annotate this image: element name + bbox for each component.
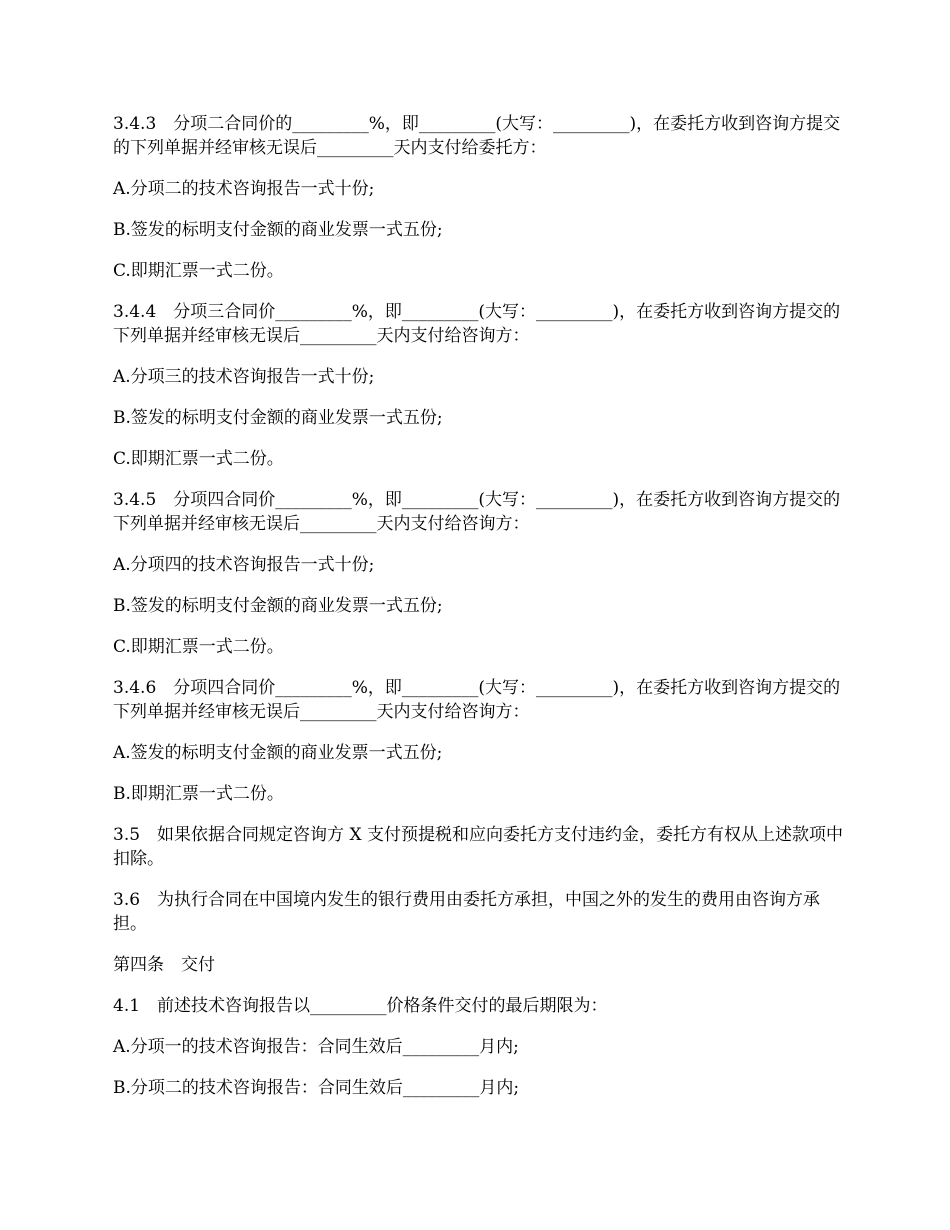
clause-3-4-6: 3.4.6 分项四合同价_________%，即_________(大写：_________)，在委托方收到咨询方提交的下列单据并经审核无误后_________天内支付给咨询方： [113, 678, 841, 722]
article-heading: 第四条 交付 [113, 955, 215, 975]
clause-3-4-3: 3.4.3 分项二合同价的_________%，即_________(大写：_________)，在委托方收到咨询方提交的下列单据并经审核无误后_________天内支付给委托方： [113, 114, 841, 158]
clause-3-4-5: 3.4.5 分项四合同价_________%，即_________(大写：_________)，在委托方收到咨询方提交的下列单据并经审核无误后_________天内支付给咨询方： [113, 490, 841, 534]
clause-3-4-4: 3.4.4 分项三合同价_________%，即_________(大写：_________)，在委托方收到咨询方提交的下列单据并经审核无误后_________天内支付给咨询方： [113, 302, 841, 346]
list-item: B.即期汇票一式二份。 [113, 784, 284, 804]
list-item: C.即期汇票一式二份。 [113, 261, 284, 281]
list-item: B.签发的标明支付金额的商业发票一式五份; [113, 408, 443, 428]
list-item: C.即期汇票一式二份。 [113, 637, 284, 657]
list-item: A.分项二的技术咨询报告一式十份; [113, 179, 375, 199]
clause-3-5: 3.5 如果依据合同规定咨询方 X 支付预提税和应向委托方支付违约金，委托方有权从上述款项中扣除。 [113, 825, 843, 869]
clause-4-1: 4.1 前述技术咨询报告以_________价格条件交付的最后期限为： [113, 996, 608, 1016]
list-item: A.签发的标明支付金额的商业发票一式五份; [113, 743, 443, 763]
list-item: A.分项四的技术咨询报告一式十份; [113, 555, 375, 575]
list-item: A.分项一的技术咨询报告：合同生效后_________月内; [113, 1037, 519, 1057]
list-item: C.即期汇票一式二份。 [113, 449, 284, 469]
list-item: B.签发的标明支付金额的商业发票一式五份; [113, 596, 443, 616]
list-item: A.分项三的技术咨询报告一式十份; [113, 367, 375, 387]
document-body [113, 112, 843, 1117]
clause-3-6: 3.6 为执行合同在中国境内发生的银行费用由委托方承担，中国之外的发生的费用由咨询方承担。 [113, 890, 821, 934]
list-item: B.签发的标明支付金额的商业发票一式五份; [113, 220, 443, 240]
list-item: B.分项二的技术咨询报告：合同生效后_________月内; [113, 1078, 520, 1098]
